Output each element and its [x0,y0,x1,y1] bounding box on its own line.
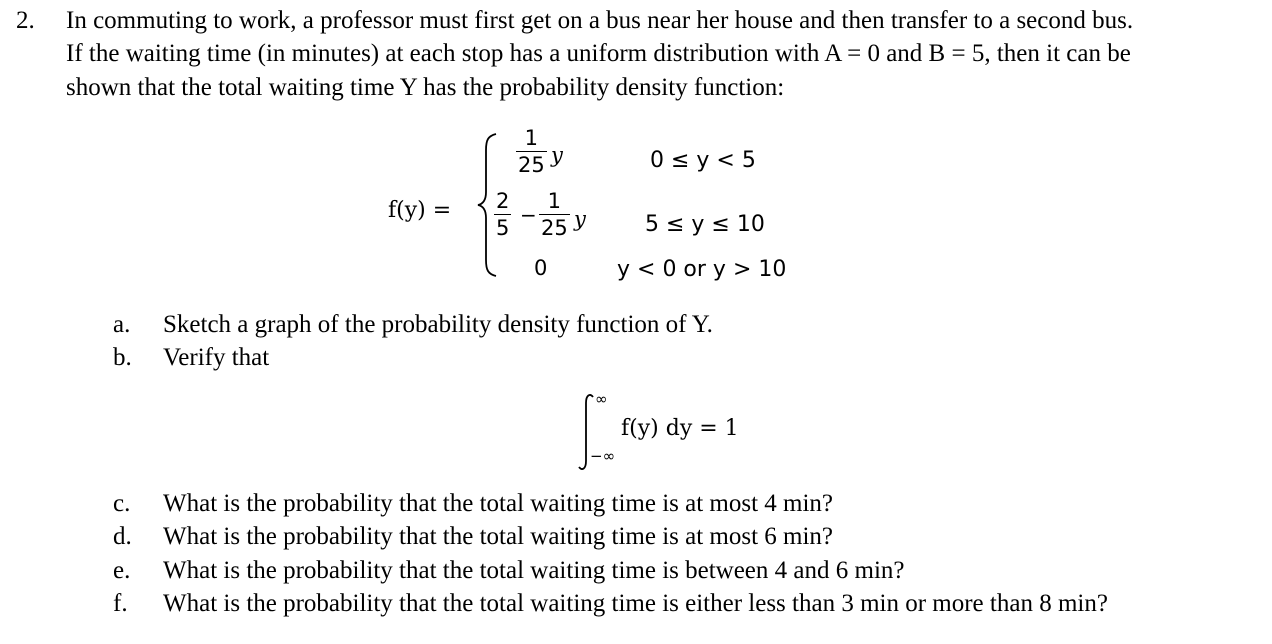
piece1-variable: y [551,143,563,167]
piece3-value: 0 [534,256,548,280]
intro-line-1: In commuting to work, a professor must first get on a bus near her house and then transfer to a second bus. [66,7,1134,34]
piece2-minus: − [520,203,537,227]
pdf-lhs: f(y) = [388,198,452,223]
piece3-condition-text: y < 0 or y > 10 [617,257,787,282]
part-e-label: e. [113,557,131,584]
question-number: 2. [16,7,35,34]
piece2-fraction-a [494,190,511,239]
part-b-label: b. [113,344,132,371]
integral-upper-limit: ∞ [595,390,608,408]
part-f-text: What is the probability that the total waiting time is either less than 3 min or more than 8 min? [163,590,1108,617]
piece2-numerator-a: 2 [496,189,510,213]
integral-lower-limit: −∞ [590,447,616,465]
piece1-denominator: 25 [518,153,545,178]
fraction-bar [494,214,511,215]
part-c-text: What is the probability that the total waiting time is at most 4 min? [163,490,834,517]
piece1-numerator: 1 [524,126,539,150]
part-e-text: What is the probability that the total waiting time is between 4 and 6 min? [163,557,905,584]
piece1-fraction [516,127,547,176]
intro-line-2: If the waiting time (in minutes) at each stop has a uniform distribution with A = 0 and B = 5, then it can be [66,40,1131,67]
piece2-condition: 5 ≤ y ≤ 10 [645,212,765,237]
piece3-condition [617,257,786,282]
piece2-denominator-b: 25 [541,216,568,241]
part-f-label: f. [113,590,128,617]
part-b-text: Verify that [163,344,270,371]
fraction-bar [539,214,570,215]
part-d-label: d. [113,523,132,550]
piece2-denominator-a: 5 [496,216,510,241]
part-d-text: What is the probability that the total waiting time is at most 6 min? [163,523,834,550]
integral-body: f(y) dy = 1 [621,416,739,441]
intro-line-3: shown that the total waiting time Y has the probability density function: [66,74,785,101]
part-a-text: Sketch a graph of the probability density function of Y. [163,311,713,338]
piece2-numerator-b: 1 [547,189,562,213]
part-a-label: a. [113,311,131,338]
piece2-variable: y [574,207,586,231]
part-c-label: c. [113,490,131,517]
fraction-bar [516,151,547,152]
integral-equation [576,387,776,477]
piece2-fraction-b [539,190,570,239]
piece1-condition: 0 ≤ y < 5 [650,148,756,173]
